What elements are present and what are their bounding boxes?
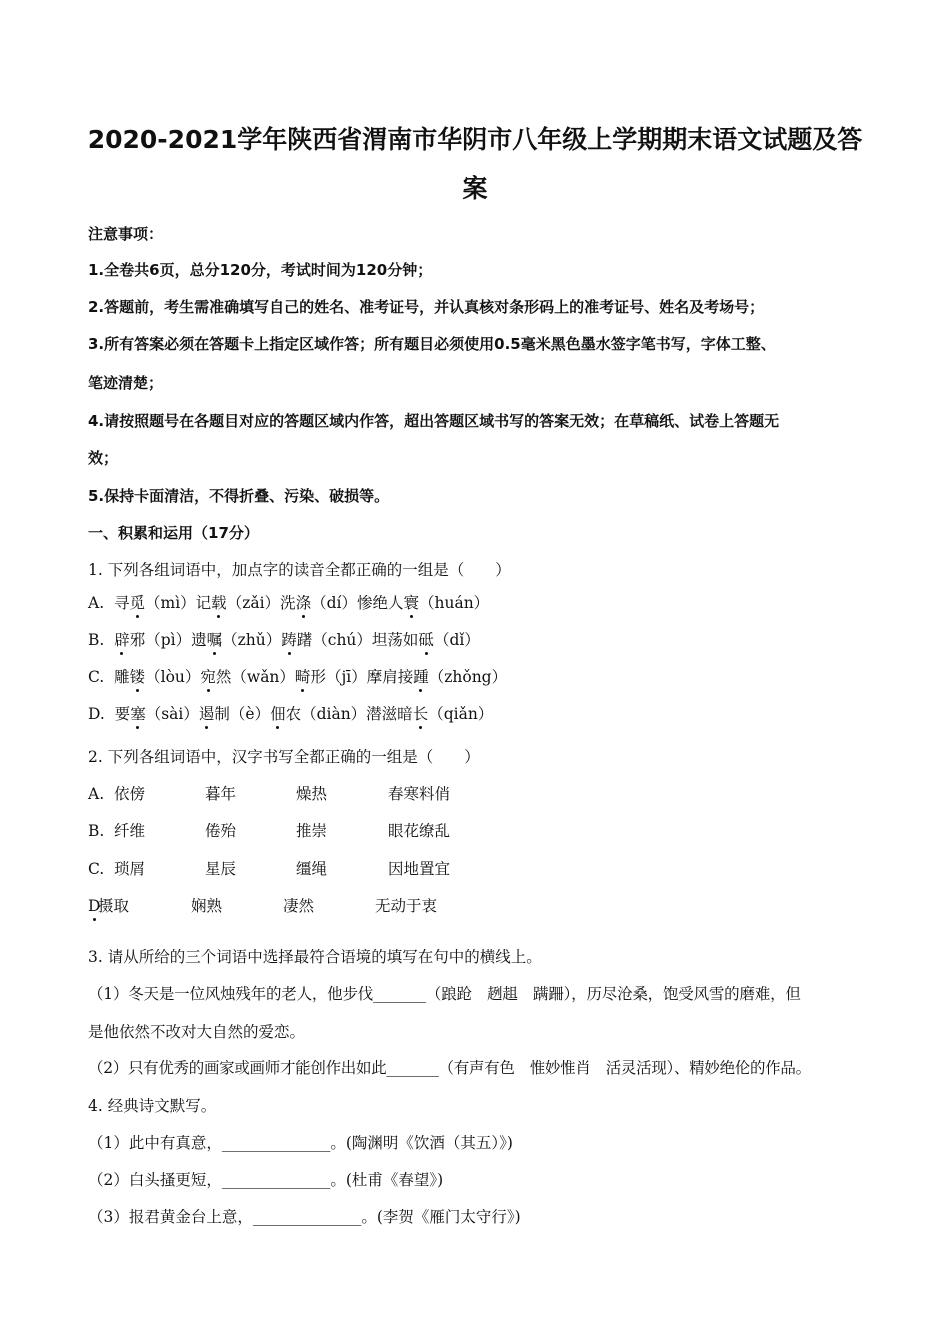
question-4-item: （1）此中有真意，______________。(陶渊明《饮酒（其五）》) [88,1134,513,1152]
question-1-option-b: B. 辟邪（pì）遗嘱（zhǔ）踌躇（chú）坦荡如砥（dǐ） [88,631,480,649]
note-item: 4.请按照题号在各题目对应的答题区域内作答，超出答题区域书写的答案无效；在草稿纸、试卷上答题无 [88,412,780,430]
question-1-option-d: D. 要塞（sài）遏制（è）佃农（diàn）潜滋暗长（qiǎn） [88,705,494,723]
question-1-option-a: A. 寻觅（mì）记载（zǎi）洗涤（dí）惨绝人寰（huán） [88,594,490,612]
note-item: 3.所有答案必须在答题卡上指定区域作答；所有题目必须使用0.5毫米黑色墨水签字笔书写，字体工整、 [88,335,776,353]
question-1-option-c: C. 雕镂（lòu）宛然（wǎn）畸形（jī）摩肩接踵（zhǒng） [88,668,508,686]
question-4-item: （3）报君黄金台上意，______________。(李贺《雁门太守行》) [88,1208,521,1226]
question-2-stem: 2. 下列各组词语中，汉字书写全都正确的一组是（ ） [88,748,480,766]
document-title-line-1: 2020-2021学年陕西省渭南市华阴市八年级上学期期末语文试题及答 [87,125,863,154]
note-item: 笔迹清楚； [88,374,164,392]
question-3-sentence-1: （1）冬天是一位风烛残年的老人，他步伐_______（踉跄 趔趄 蹒跚），历尽沧桑，饱受风雪的磨难，但 [88,985,801,1003]
question-1-stem: 1. 下列各组词语中，加点字的读音全都正确的一组是（ ） [88,561,511,579]
note-item: 效； [88,449,119,467]
question-2-option-d: D 摄取 娴熟 凄然 无动于衷 [88,897,438,915]
section-1-heading: 一、积累和运用（17分） [88,524,259,542]
question-4-item: （2）白头搔更短，______________。(杜甫《春望》) [88,1171,444,1189]
note-item: 5.保持卡面清洁，不得折叠、污染、破损等。 [88,487,390,505]
question-3-stem: 3. 请从所给的三个词语中选择最符合语境的填写在句中的横线上。 [88,948,542,966]
note-item: 1.全卷共6页，总分120分，考试时间为120分钟； [88,261,433,279]
question-4-stem: 4. 经典诗文默写。 [88,1097,217,1115]
document-title-line-2: 案 [462,174,488,203]
notes-heading: 注意事项： [88,225,164,243]
question-3-sentence-2: （2）只有优秀的画家或画师才能创作出如此_______（有声有色 惟妙惟肖 活灵活现）、精妙绝伦的作品。 [88,1059,811,1077]
note-item: 2.答题前，考生需准确填写自己的姓名、准考证号，并认真核对条形码上的准考证号、姓名及考场号； [88,298,765,316]
question-3-sentence-1-cont: 是他依然不改对大自然的爱恋。 [88,1023,306,1041]
exam-page: 2020-2021学年陕西省渭南市华阴市八年级上学期期末语文试题及答 案 注意事项： 1.全卷共6页，总分120分，考试时间为120分钟； 2.答题前，考生需准确填写自己的姓名、准考证号，并认真核对条形码上的准考证号、姓名及考场号； 3.所有答案必须在答题卡上指定区域作答；所有题目必须使用0.5毫米黑色墨水签字笔书写，字体工整、 笔迹清楚； 4.请按照题号在各题目对应的答题区域内作答，超出答题区域书写的答案无效；在草稿纸、试卷上答题无 效； 5.保持卡面清洁，不得折叠、污染、破损等。 一、积累和运用（17分） 1. 下列各组词语中，加点字的读音全都正确的一组是（ ） A. 寻觅（mì）记载（zǎi）洗涤（dí）惨绝人寰（huán） B. 辟邪（pì）遗嘱（zhǔ）踌躇（chú）坦荡如砥（dǐ） C. 雕镂（lòu）宛然（wǎn）畸形（jī）摩肩接踵（zhǒng） D. 要塞（sài）遏制（è）佃农（diàn）潜滋暗长（qiǎn） 2. 下列各组词语中，汉字书写全都正确的一组是（ ） A. 依傍 暮年 燥热 春寒料俏 B. 纤维 倦殆 推崇 眼花缭乱 C. 琐屑 星辰 缰绳 因地置宜 D 摄取 娴熟 凄然 无动于衷 3. 请从所给的三个词语中选择最符合语境的填写在句中的横线上。 （1）冬天是一位风烛残年的老人，他步伐_______（踉跄 趔趄 蹒跚），历尽沧桑，饱受风雪的磨难，但 是他依然不改对大自然的爱恋。 （2）只有优秀的画家或画师才能创作出如此_______（有声有色 惟妙惟肖 活灵活现）、精妙绝伦的作品。 4. 经典诗文默写。 （1）此中有真意，______________。(陶渊明《饮酒（其五）》) （2）白头搔更短，______________。(杜甫《春望》) （3）报君黄金台上意，______________。(李贺《雁门太守行》) [0,0,950,1344]
